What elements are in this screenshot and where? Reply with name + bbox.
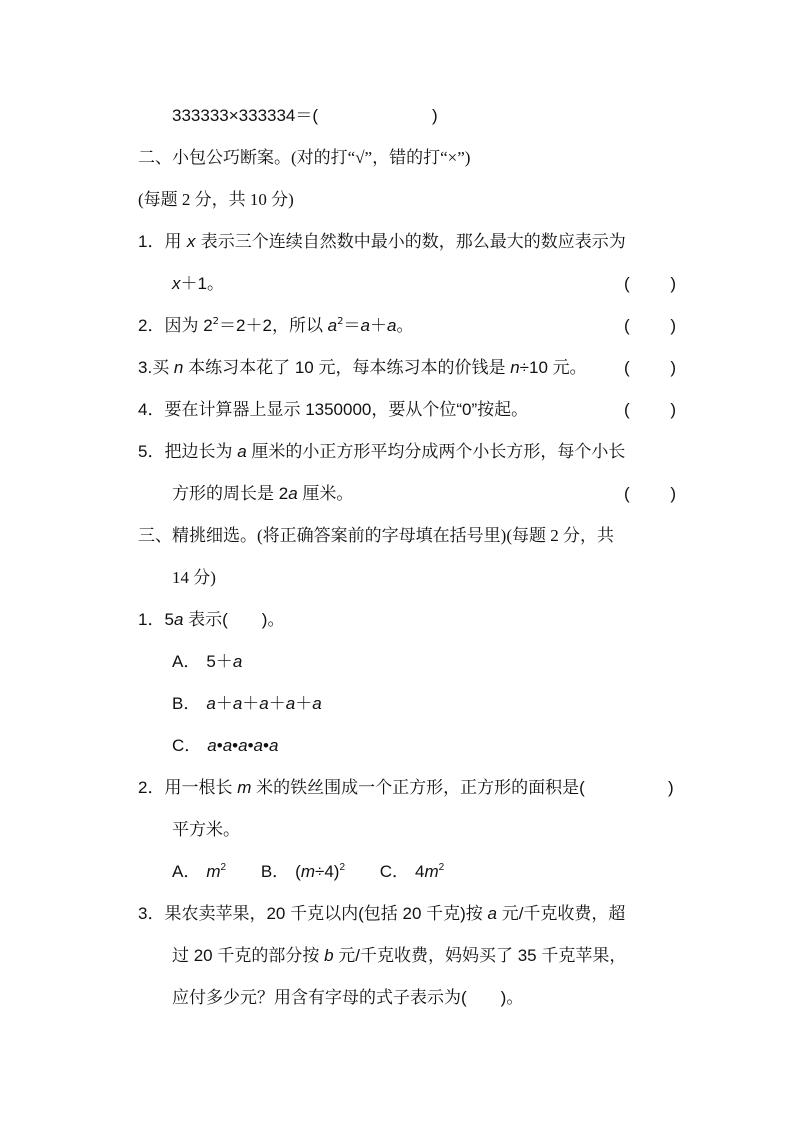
variable: m [237, 778, 252, 797]
variable: x [186, 232, 196, 251]
variable: x [172, 274, 181, 293]
variable: a [487, 904, 497, 923]
s2-item-5-cont [172, 483, 353, 505]
variable: a [288, 484, 298, 503]
superscript: 2 [339, 862, 346, 873]
s2-item-1 [138, 231, 626, 253]
superscript: 2 [220, 862, 227, 873]
item-number: 3. [138, 358, 153, 377]
item-text: ＋1。 [180, 274, 224, 293]
variable: b [324, 946, 334, 965]
option-b[interactable]: B． $(m\div 4)^2$ [260, 862, 346, 881]
item-text: 米的铁丝围成一个正方形，正方形的面积是( [251, 778, 585, 797]
item-number: 2． [138, 316, 165, 335]
item-number: 4． [138, 400, 165, 419]
option-text: 5＋a [206, 652, 243, 671]
item-text: 把边长为 [164, 442, 238, 461]
s2-item-2 [138, 315, 413, 337]
variable: n [510, 358, 520, 377]
option-label: A． [172, 652, 201, 671]
option-label: C． [172, 736, 202, 755]
item-text: ＝ [343, 316, 361, 335]
superscript: 2 [438, 862, 445, 873]
s3-question-3-line2 [172, 945, 626, 967]
item-text: 用一根长 [164, 778, 238, 797]
item-number: 1． [138, 232, 165, 251]
option-a[interactable] [172, 651, 242, 673]
option-label: B． [260, 862, 290, 881]
expression-text: 333333×333334＝( [172, 106, 319, 125]
section3-title-cont: 14 分) [172, 568, 216, 587]
variable: a [327, 316, 338, 335]
s3-question-1 [138, 609, 284, 631]
option-label: C． [379, 862, 410, 881]
variable: a [237, 442, 247, 461]
s3-question-3-line3: 应付多少元？用含有字母的式子表示为( )。 [172, 988, 524, 1007]
s3-question-2-options [172, 861, 444, 883]
item-text: 方形的周长是 2 [172, 484, 289, 503]
answer-bracket-close: ) [668, 778, 674, 797]
option-c[interactable]: C． $4m^2$ [379, 862, 445, 881]
item-text: 买 [152, 358, 174, 377]
item-number: 2． [138, 778, 165, 797]
item-text: 元/千克收费，超 [496, 904, 626, 923]
item-text: 表示( )。 [183, 610, 285, 629]
s2-item-4 [138, 399, 528, 421]
section2-scoring: (每题 2 分，共 10 分) [138, 190, 294, 209]
item-text: ÷10 元。 [519, 358, 587, 377]
option-label: B． [172, 694, 201, 713]
item-text: 因为 2 [164, 316, 213, 335]
s3-question-2 [138, 777, 585, 799]
s2-item-1-cont [172, 273, 224, 295]
option-b[interactable] [172, 693, 322, 715]
variable: a [386, 316, 397, 335]
item-text: 表示三个连续自然数中最小的数，那么最大的数应表示为 [195, 232, 626, 252]
item-text: 5 [164, 610, 174, 629]
item-text: ＋ [369, 316, 387, 335]
variable: a [360, 316, 370, 335]
option-text: a＋a＋a＋a＋a [206, 694, 322, 713]
superscript: 2 [337, 316, 344, 327]
item-number: 5． [138, 442, 165, 461]
option-label: A． [172, 862, 201, 881]
s2-item-5 [138, 441, 625, 463]
item-text: 果农卖苹果，20 千克以内(包括 20 千克)按 [164, 904, 488, 923]
option-c[interactable] [172, 735, 278, 757]
option-a[interactable]: A． $m^2$ [172, 862, 227, 881]
item-text: 厘米。 [297, 484, 354, 503]
variable: n [173, 358, 184, 377]
item-text: 。 [396, 316, 414, 335]
item-text: 用 [164, 232, 187, 252]
carryover-expression [172, 105, 318, 127]
section3-title: 三、精挑细选。(将正确答案前的字母填在括号里)(每题 2 分，共 [138, 526, 614, 545]
item-text: 本练习本花了 10 元，每本练习本的价钱是 [183, 358, 511, 377]
item-number: 1． [138, 610, 165, 629]
item-number: 3． [138, 904, 165, 923]
item-text: 元/千克收费，妈妈买了 35 千克苹果， [333, 946, 627, 965]
item-text: ＝2＋2，所以 [219, 316, 328, 335]
s3-question-3 [138, 903, 625, 925]
superscript: 2 [212, 316, 220, 327]
s2-item-3 [138, 357, 587, 379]
item-text: 要在计算器上显示 1350000，要从个位“0”按起。 [164, 400, 529, 419]
answer-bracket-close: ) [432, 106, 438, 125]
item-text: 过 20 千克的部分按 [172, 946, 325, 965]
section2-title: 二、小包公巧断案。(对的打“√”，错的打“×”) [138, 148, 471, 167]
variable: a [173, 610, 184, 629]
option-text: a•a•a•a•a [207, 736, 279, 755]
item-text: 厘米的小正方形平均分成两个小长方形，每个小长 [246, 442, 626, 461]
s3-question-2-cont: 平方米。 [172, 820, 240, 839]
